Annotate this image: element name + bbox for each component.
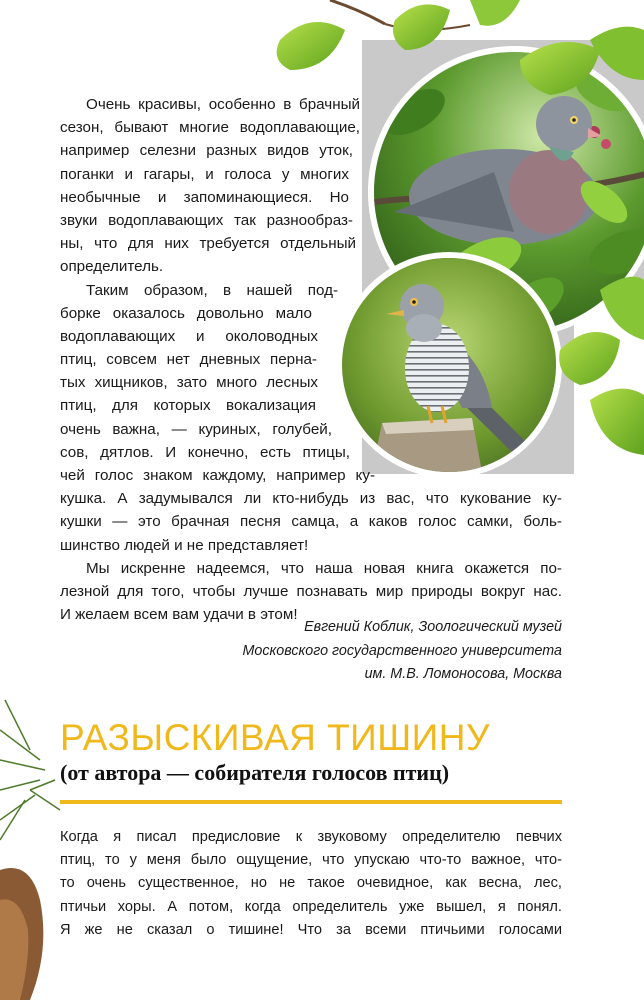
text-line: лезной для того, чтобы лучше познавать мир природы вокруг нас.	[60, 582, 562, 600]
section-divider	[60, 800, 562, 804]
author-signature	[243, 616, 562, 687]
section-heading	[60, 718, 580, 786]
text-line: Когда я писал предисловие к звуковому определителю певчих	[60, 829, 562, 845]
text-line: птиц, для которых вокализация	[60, 397, 316, 415]
text-line: сезон, бывают многие водоплавающие,	[60, 119, 360, 137]
text-line: Очень красивы, особенно в брачный	[86, 96, 360, 113]
signature-line: им. М.В. Ломоносова, Москва	[364, 666, 562, 682]
text-line: необычные и запоминающиеся. Но	[60, 188, 349, 206]
text-line: ны, что для них требуется отдельный	[60, 235, 356, 253]
text-line: птиц, то у меня было ощущение, что упускаю что-то важное, что-	[60, 852, 562, 869]
text-line: шинство людей и не представляет!	[60, 536, 309, 554]
text-line: например селезни разных видов уток,	[60, 142, 353, 160]
text-line: водоплавающих и околоводных	[60, 327, 318, 345]
intro-text	[60, 93, 562, 626]
text-line: определитель.	[60, 258, 164, 276]
text-line: кушки — это брачная песня самца, а каков голос самки, боль-	[60, 513, 562, 531]
text-line: чей голос знаком каждому, например ку-	[60, 467, 375, 484]
text-line: кушка. А задумывался ли кто-нибудь из вас, что кукование ку-	[60, 490, 562, 508]
text-line: птиц, совсем нет дневных перна-	[60, 351, 317, 369]
text-line: борке оказалось довольно мало	[60, 304, 312, 322]
signature-line: Московского государственного университета	[242, 642, 562, 659]
text-line: Мы искренне надеемся, что наша новая книга окажется по-	[86, 559, 562, 577]
text-line: птичьи хоры. А потом, когда определитель уже вышел, я понял.	[60, 898, 562, 915]
text-line: Таким образом, в нашей под-	[86, 281, 338, 299]
section-body-text	[60, 826, 562, 942]
section-title: РАЗЫСКИВАЯ ТИШИНУ	[60, 717, 490, 758]
text-line: звуки водоплавающих так разнообраз-	[60, 211, 353, 229]
text-line: сов, дятлов. И конечно, есть птицы,	[60, 443, 350, 461]
text-line: Я же не сказал о тишине! Что за всеми птичьими голосами	[60, 921, 562, 938]
section-subtitle: (от автора — собирателя голосов птиц)	[60, 760, 450, 785]
text-line: то очень существенное, но не такое очевидное, как весна, лес,	[60, 875, 562, 892]
text-line: очень важна, — куриных, голубей,	[60, 420, 332, 438]
text-line: поганки и гагары, и голоса у многих	[60, 165, 349, 183]
text-line: И желаем всем вам удачи в этом!	[60, 606, 298, 624]
signature-line: Евгений Коблик, Зоологический музей	[304, 619, 562, 635]
text-line: тых хищников, зато много лесных	[60, 374, 318, 392]
